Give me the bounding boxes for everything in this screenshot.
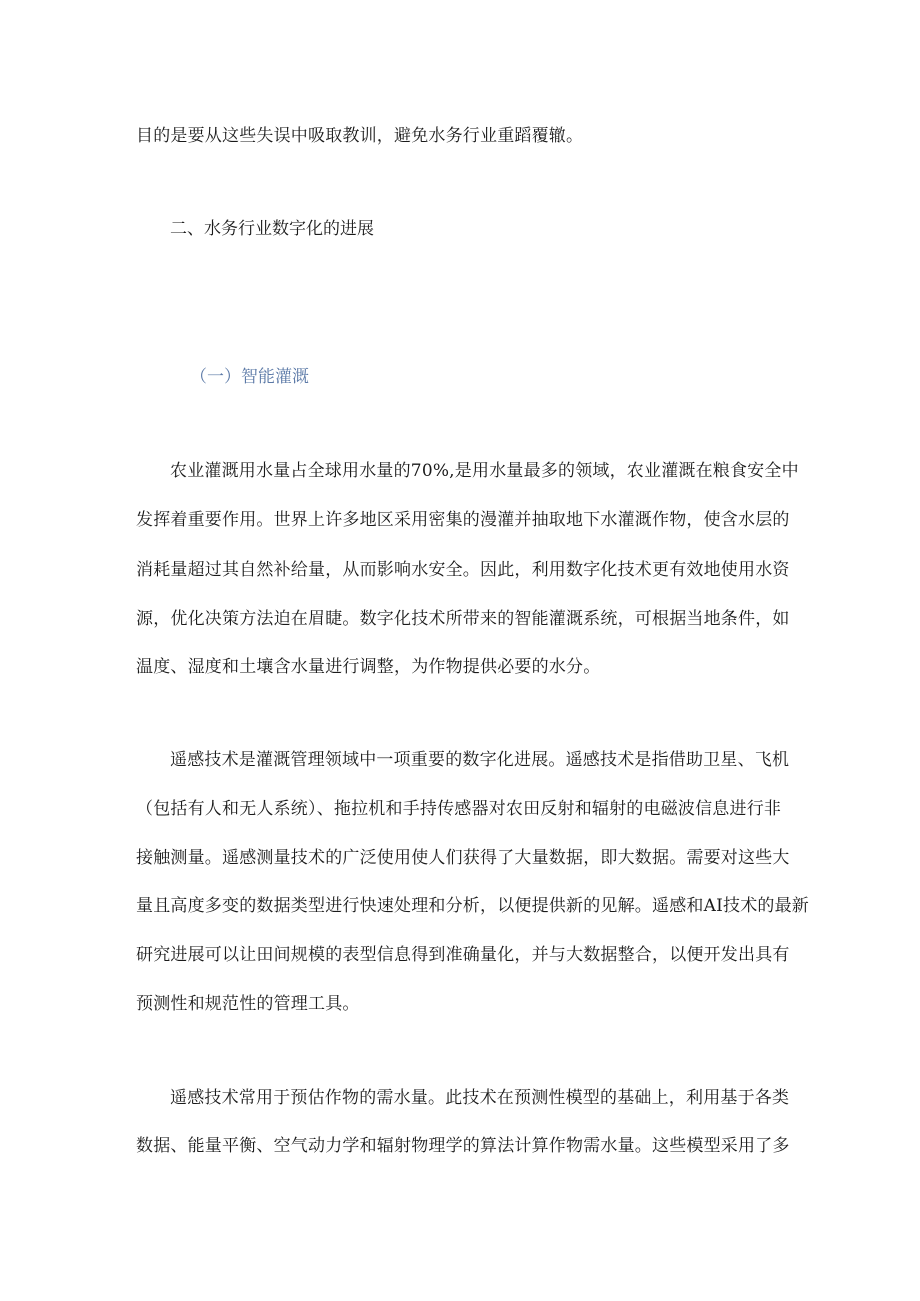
subsection-heading: （一）智能灌溉	[190, 367, 309, 387]
paragraph-line: 遥感技术常用于预估作物的需水量。此技术在预测性模型的基础上，利用基于各类	[170, 1088, 790, 1108]
paragraph-line: 研究进展可以让田间规模的表型信息得到准确量化，并与大数据整合，以便开发出具有	[136, 945, 790, 965]
section-heading: 二、水务行业数字化的进展	[170, 219, 374, 239]
paragraph-line: 接触测量。遥感测量技术的广泛使用使人们获得了大量数据，即大数据。需要对这些大	[136, 848, 790, 868]
paragraph-line: 农业灌溉用水量占全球用水量的70%,是用水量最多的领域，农业灌溉在粮食安全中	[170, 461, 799, 481]
paragraph-line: （包括有人和无人系统）、拖拉机和手持传感器对农田反射和辐射的电磁波信息进行非	[136, 799, 782, 819]
paragraph-line: 发挥着重要作用。世界上许多地区采用密集的漫灌并抽取地下水灌溉作物，使含水层的	[136, 510, 790, 530]
intro-line: 目的是要从这些失误中吸取教训，避免水务行业重蹈覆辙。	[136, 126, 584, 146]
paragraph-line: 源，优化决策方法迫在眉睫。数字化技术所带来的智能灌溉系统，可根据当地条件，如	[136, 609, 790, 629]
paragraph-line: 消耗量超过其自然补给量，从而影响水安全。因此，利用数字化技术更有效地使用水资	[136, 560, 790, 580]
paragraph-line: 量且高度多变的数据类型进行快速处理和分析，以便提供新的见解。遥感和AI技术的最新	[136, 896, 809, 916]
paragraph-line: 遥感技术是灌溉管理领域中一项重要的数字化进展。遥感技术是指借助卫星、飞机	[170, 750, 790, 770]
paragraph-line: 温度、湿度和土壤含水量进行调整，为作物提供必要的水分。	[136, 657, 601, 677]
paragraph-line: 预测性和规范性的管理工具。	[136, 994, 360, 1014]
paragraph-line: 数据、能量平衡、空气动力学和辐射物理学的算法计算作物需水量。这些模型采用了多	[136, 1136, 790, 1156]
